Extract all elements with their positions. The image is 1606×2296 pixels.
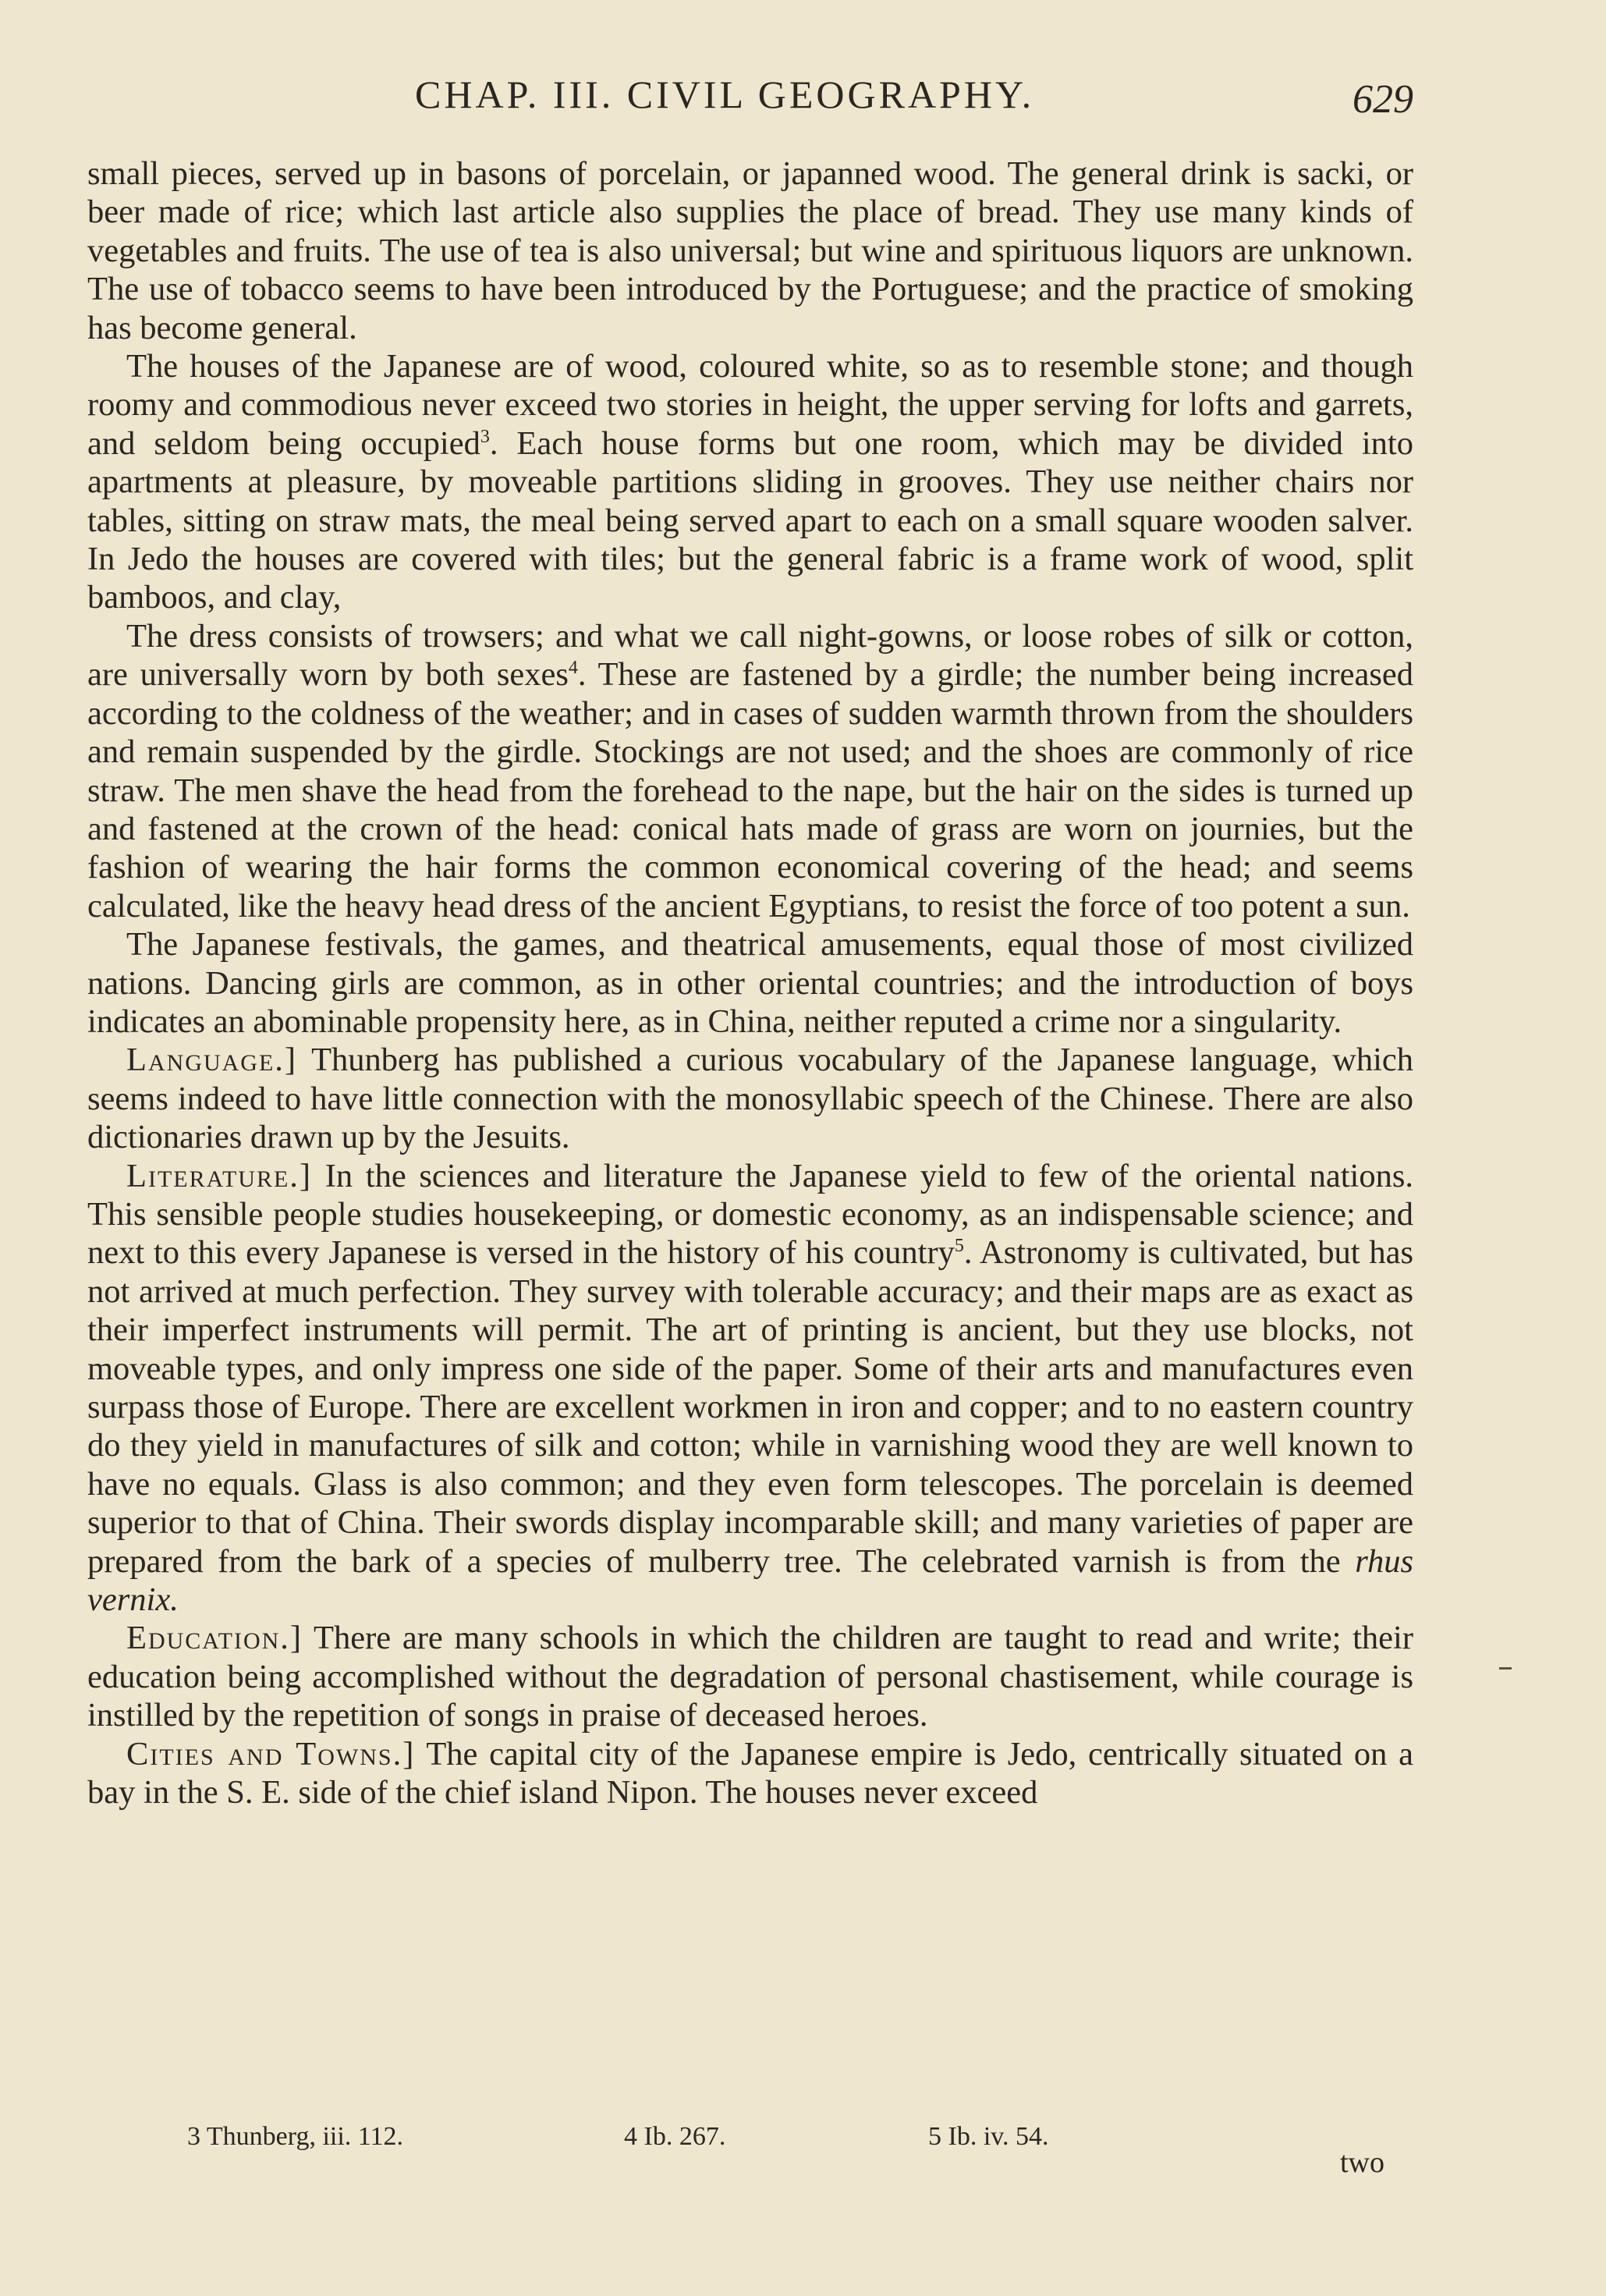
footnote-5: 5 Ib. iv. 54. xyxy=(928,2122,1049,2151)
section-literature xyxy=(87,1157,1413,1620)
section-cities xyxy=(87,1735,1413,1812)
margin-mark xyxy=(1499,1667,1512,1670)
section-heading-literature: Literature.] xyxy=(126,1157,313,1194)
footnote-ref-3: 3 xyxy=(480,426,490,447)
paragraph-festivals-text: The Japanese festivals, the games, and theatrical amusements, equal those of most civilized nations. Dancing girls are common, as in other oriental countries; and the introduction of boys indicates an abominable propensity here, as in China, neither reputed a crime nor a singularity. xyxy=(87,926,1413,1040)
footnotes xyxy=(187,2122,1279,2161)
paragraph-dress-text-rest: . These are fastened by a girdle; the number being increased according to the coldness of the weather; and in cases of sudden warmth thrown from the shoulders and remain suspended by the girdle. Stockings are not used; and the shoes are commonly of rice straw. The men shave the head from the forehead to the nape, but the hair on the sides is turned up and fastened at the crown of the head: conical hats made of grass are worn on journies, but the fashion of wearing the hair forms the common economical covering of the head; and seems calculated, like the heavy head dress of the ancient Egyptians, to resist the force of too potent a sun. xyxy=(87,656,1413,924)
section-education-text: There are many schools in which the children are taught to read and write; their education being accomplished without the degradation of personal chastisement, while courage is instilled by the repetition of songs in praise of deceased heroes. xyxy=(87,1620,1413,1734)
running-head: CHAP. III. CIVIL GEOGRAPHY. xyxy=(415,73,1035,116)
section-education xyxy=(87,1619,1413,1734)
footnote-4: 4 Ib. 267. xyxy=(624,2122,726,2151)
paragraph-food xyxy=(87,154,1413,347)
paragraph-dress-text: The dress consists of trowsers; and what we call night-gowns, or loose robes of silk or cotton, are universally worn by both sexes xyxy=(87,617,1413,694)
paragraph-houses xyxy=(87,347,1413,617)
section-heading-language: Language.] xyxy=(126,1042,298,1079)
body-text xyxy=(87,154,1413,1812)
paragraph-houses-text: The houses of the Japanese are of wood, coloured white, so as to resemble stone; and though roomy and commodious never exceed two stories in height, the upper serving for lofts and garrets, and seldom being occupied xyxy=(87,348,1413,462)
paragraph-festivals xyxy=(87,925,1413,1041)
catchword: two xyxy=(1340,2146,1384,2179)
paragraph-dress xyxy=(87,617,1413,925)
section-language xyxy=(87,1041,1413,1156)
section-literature-text: In the sciences and literature the Japanese yield to few of the oriental nations. This sensible people studies housekeeping, or domestic economy, as an indispensable science; and next to this every Japanese is versed in the history of his country xyxy=(87,1157,1413,1272)
section-language-text: Thunberg has published a curious vocabulary of the Japanese language, which seems indeed to have little connection with the monosyllabic speech of the Chinese. There are also dictionaries drawn up by the Jesuits. xyxy=(87,1042,1414,1156)
section-heading-education: Education.] xyxy=(126,1620,303,1657)
page-number: 629 xyxy=(1353,77,1413,122)
section-cities-text: The capital city of the Japanese empire is Jedo, centrically situated on a bay in the S. E. side of the chief island Nipon. The houses never exceed xyxy=(87,1735,1414,1812)
page-header xyxy=(87,72,1413,126)
footnote-3: 3 Thunberg, iii. 112. xyxy=(187,2122,404,2151)
footnote-ref-4: 4 xyxy=(568,658,578,679)
italic-term-rhus-vernix: rhus vernix. xyxy=(87,1542,1413,1619)
footnote-ref-5: 5 xyxy=(954,1236,964,1257)
section-literature-text-rest: . Astronomy is cultivated, but has not arrived at much perfection. They survey with tolerable accuracy; and their maps are as exact as their imperfect instruments will permit. The art of printing is ancient, but they use blocks, not moveable types, and only impress one side of the paper. Some of their arts and manufactures even surpass those of Europe. There are excellent workmen in iron and copper; and to no eastern country do they yield in manufactures of silk and cotton; while in varnishing wood they are well known to have no equals. Glass is also common; and they even form telescopes. The porcelain is deemed superior to that of China. Their swords display incomparable skill; and many varieties of paper are prepared from the bark of a species of mulberry tree. The celebrated varnish is from the xyxy=(87,1234,1413,1580)
paragraph-food-text: small pieces, served up in basons of porcelain, or japanned wood. The general drink is sacki, or beer made of rice; which last article also supplies the place of bread. They use many kinds of vegetables and fruits. The use of tea is also universal; but wine and spirituous liquors are unknown. The use of tobacco seems to have been introduced by the Portuguese; and the practice of smoking has become general. xyxy=(87,155,1413,346)
paragraph-houses-text-rest: . Each house forms but one room, which may be divided into apartments at pleasure, by moveable partitions sliding in grooves. They use neither chairs nor tables, sitting on straw mats, the meal being served apart to each on a small square wooden salver. In Jedo the houses are covered with tiles; but the general fabric is a frame work of wood, split bamboos, and clay, xyxy=(87,424,1413,616)
section-heading-cities: Cities and Towns.] xyxy=(126,1735,416,1773)
